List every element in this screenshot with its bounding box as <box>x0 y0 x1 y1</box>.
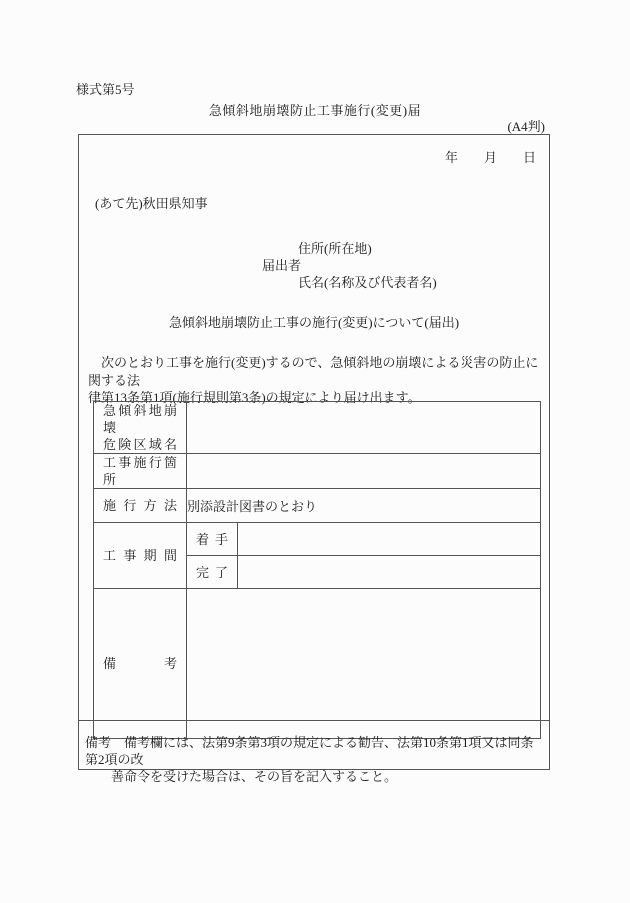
table-row-danger-zone <box>94 402 541 454</box>
label-remarks <box>94 589 187 739</box>
field-completion-date <box>238 556 541 589</box>
label-execution-method <box>94 489 187 523</box>
label-work-period <box>94 523 187 589</box>
paper-size-note: (A4判) <box>507 119 545 134</box>
label-remarks-text: 備考 <box>103 656 177 671</box>
label-completion <box>187 556 238 589</box>
body-line-1: 次のとおり工事を施行(変更)するので、急傾斜地の崩壊による災害の防止に関する法 <box>88 355 539 388</box>
table-row-period-start <box>94 523 541 556</box>
label-work-location-text: 工事施行箇所 <box>103 455 177 487</box>
form-border-box <box>78 134 550 784</box>
declarant-name-label: 氏名(名称及び代表者名) <box>298 275 437 290</box>
addressee: (あて先)秋田県知事 <box>95 196 208 211</box>
field-remarks <box>187 589 541 739</box>
form-table <box>93 401 541 739</box>
footnote-line-1: 備考 備考欄には、法第9条第3項の規定による勧告、法第10条第1項又は同条第2項の改 <box>85 735 534 767</box>
label-start-text: 着手 <box>196 531 228 547</box>
label-start <box>187 523 238 556</box>
document-title: 急傾斜地崩壊防止工事施行(変更)届 <box>208 103 422 118</box>
field-start-date <box>238 523 541 556</box>
field-danger-zone-name <box>187 402 541 454</box>
table-row-remarks <box>94 589 541 739</box>
table-row-method <box>94 489 541 523</box>
form-number: 様式第5号 <box>76 82 135 97</box>
table-row-work-location <box>94 454 541 489</box>
label-completion-text: 完了 <box>196 564 228 580</box>
label-work-location <box>94 454 187 489</box>
date-line: 年 月 日 <box>444 150 536 165</box>
declarant-label: 届出者 <box>262 258 302 273</box>
label-danger-zone-line1: 急傾斜地崩壊 <box>103 403 177 435</box>
body-paragraph <box>88 354 546 407</box>
footnote-section <box>79 720 549 784</box>
field-work-location <box>187 454 541 489</box>
label-danger-zone-line2: 危険区域名 <box>103 437 177 452</box>
body-line-2: 律第13条第1項(施行規則第3条)の規定により届け出ます。 <box>88 390 421 405</box>
field-execution-method: 別添設計図書のとおり <box>187 489 541 523</box>
label-danger-zone-name <box>94 402 187 454</box>
footnote-line-2: 善命令を受けた場合は、その旨を記入すること。 <box>111 769 398 784</box>
declarant-address-label: 住所(所在地) <box>298 241 372 256</box>
label-execution-method-text: 施行方法 <box>103 498 177 513</box>
label-work-period-text: 工事期間 <box>103 548 177 563</box>
subject-line: 急傾斜地崩壊防止工事の施行(変更)について(届出) <box>168 315 460 330</box>
